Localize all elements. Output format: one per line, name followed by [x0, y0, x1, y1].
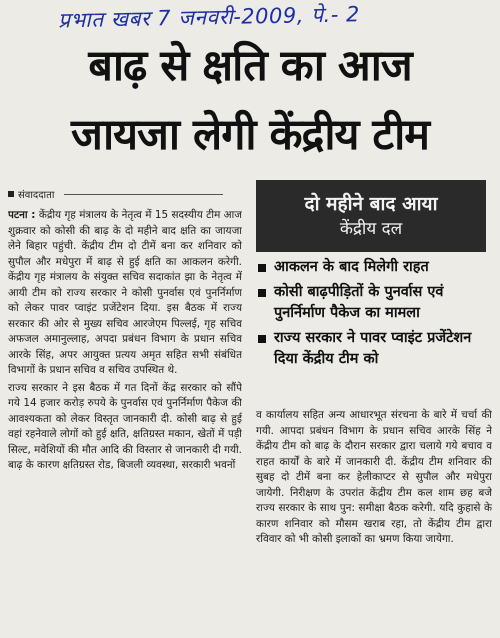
sub-headline-line-1: दो महीने बाद आया: [304, 193, 438, 215]
headline-line-2: जायजा लेगी केंद्रीय टीम: [71, 110, 429, 160]
highlight-item: राज्य सरकार ने पावर प्वाइंट प्रजेंटेशन दिया केंद्रीय टीम को: [256, 328, 492, 370]
article-paragraph: व कार्यालय सहित अन्य आधारभूत संरचना के बारे में चर्चा की गयी. आपदा प्रबंधन विभाग के प्रधान सचिव आरके सिंह ने केंद्रीय टीम को बाढ़ के दौरान सरकार द्वारा चलाये गये बचाव व राहत कार्यों के बारे में जानकारी दी. केंद्रीय टीम शनिवार की सुबह दो टीमें बना कर हेलीकाप्टर से सुपौल और मधेपुरा जायेगी. निरीक्षण के उपरांत केंद्रीय टीम कल शाम छह बजे राज्य सरकार के साथ पुन: समीक्षा बैठक करेगी. यदि कुहासे के कारण शनिवार को मौसम खराब रहा, तो केंद्रीय टीम द्वारा रविवार को भी कोसी इलाकों का भ्रमण किया जायेगा.: [256, 409, 492, 545]
headline-line-1: बाढ़ से क्षति का आज: [88, 41, 412, 91]
dateline: पटना :: [8, 209, 36, 221]
article-left-column: [8, 208, 242, 636]
sub-headline-line-2: केंद्रीय दल: [339, 219, 403, 239]
handwritten-source-note: प्रभात खबर 7 जनवरी-2009, पे.- 2: [57, 2, 361, 33]
square-bullet-icon: [258, 289, 266, 297]
paragraph-text: केंद्रीय गृह मंत्रालय के नेतृत्व में 15 सदस्यीय टीम आज शुक्रवार को कोसी की बाढ़ के दो महीने बाद क्षति का जायजा लेने बिहार पहुंची. केंद्रीय टीम दो टीमें बना कर शनिवार को सुपौल और मधेपुरा में बाढ़ से हुई क्षति का आकलन करेगी. केंद्रीय गृह मंत्रालय के संयुक्त सचिव सदाकांत झा के नेतृत्व में आयी टीम को राज्य सरकार ने कोसी पुनर्वास एवं पुनर्निर्माण को लेकर पावर प्वाइंट प्रजेंटेशन दिया. इस बैठक में राज्य सरकार की ओर से मुख्य सचिव आरजेएम पिल्लई, गृह सचिव अफजल अमानुल्लाह, अपदा प्रबंधन विभाग के प्रधान सचिव आरके सिंह, अपर आयुक्त प्रत्यय अमृत सहित सभी संबंधित विभागों के प्रधान सचिव व सचिव उपस्थित थे.: [8, 209, 242, 376]
highlights-list: [256, 257, 492, 374]
highlight-item: कोसी बाढ़पीड़ितों के पुनर्वास एवं पुनर्निर्माण पैकेज का मामला: [256, 282, 492, 324]
article-paragraph: [8, 208, 242, 379]
byline-text: संवाददाता: [18, 190, 55, 201]
article-paragraph: राज्य सरकार ने इस बैठक में गत दिनों केंद्र सरकार को सौंपे गये 14 हजार करोड़ रुपये के पुनर्वास एवं पुनर्निर्माण पैकेज की आवश्यकता को लेकर विस्तृत जानकारी दी. कोसी बाढ़ से हुई वहां रहनेवाले लोगों को हुई क्षति, क्षतिग्रस्त मकान, खेतों में पड़ी सिल्ट, मवेशियों की मौत आदि की विस्तार से जानकारी दी गयी. बाढ़ के कारण क्षतिग्रस्त रोड, बिजली व्यवस्था, सरकारी भवनों: [8, 381, 242, 471]
highlight-item: आकलन के बाद मिलेगी राहत: [256, 257, 492, 278]
article-right-column: [256, 408, 492, 636]
byline-divider: [64, 194, 223, 195]
byline-bullet-icon: [8, 191, 14, 197]
sub-headline-box: [256, 180, 486, 252]
square-bullet-icon: [258, 335, 266, 343]
byline: [8, 186, 223, 202]
square-bullet-icon: [258, 264, 266, 272]
